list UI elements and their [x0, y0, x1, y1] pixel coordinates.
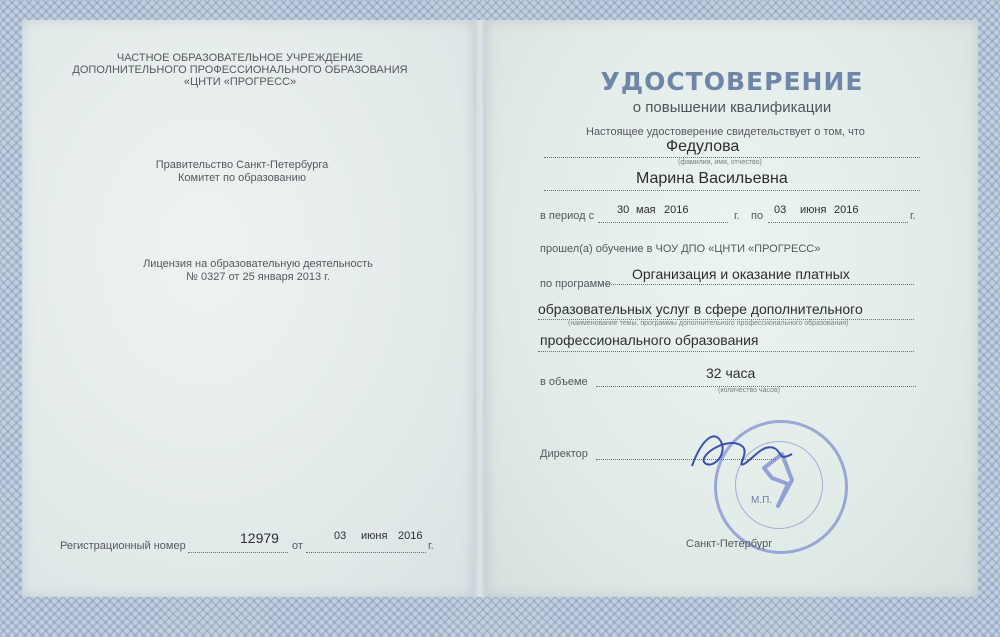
volume-label: в объеме	[540, 376, 588, 388]
period-from-line	[598, 222, 728, 223]
period-to-year: 2016	[834, 204, 859, 216]
registration-year-suffix: г.	[428, 540, 434, 552]
period-to-day: 03	[774, 204, 787, 216]
program-line-3-rule	[538, 351, 914, 352]
period-from-month: мая	[636, 204, 656, 216]
volume-value: 32 часа	[706, 365, 756, 381]
certificate-subtitle: о повышении квалификации	[632, 99, 832, 116]
page-fold	[474, 20, 486, 597]
registration-year: 2016	[398, 530, 423, 542]
given-names-line	[544, 190, 920, 191]
given-names: Марина Васильевна	[636, 170, 788, 187]
surname-caption: (фамилия, имя, отчество)	[678, 159, 762, 166]
volume-caption: (количество часов)	[718, 387, 780, 394]
director-label: Директор	[540, 448, 588, 460]
registration-number: 12979	[240, 530, 279, 546]
surname-line	[544, 157, 920, 158]
program-caption: (наименование темы, программы дополнительного профессионального образования)	[568, 320, 849, 327]
left-page	[22, 20, 474, 597]
license-line-2: № 0327 от 25 января 2013 г.	[186, 271, 330, 283]
certificate-title: УДОСТОВЕРЕНИЕ	[600, 67, 864, 96]
registration-month: июня	[361, 530, 388, 542]
seal-label: М.П.	[751, 495, 773, 506]
period-to-line	[768, 222, 908, 223]
trained-text: прошел(а) обучение в ЧОУ ДПО «ЦНТИ «ПРОГРЕСС»	[540, 243, 821, 255]
surname: Федулова	[666, 138, 740, 155]
registration-label: Регистрационный номер	[60, 540, 186, 552]
government-line-1: Правительство Санкт-Петербурга	[155, 159, 329, 171]
period-to-label: по	[751, 210, 764, 222]
registration-number-line	[188, 552, 288, 553]
government-line-2: Комитет по образованию	[178, 172, 306, 184]
registration-from-label: от	[292, 540, 303, 552]
program-label: по программе	[540, 278, 611, 290]
period-label: в период с	[540, 210, 595, 222]
registration-date-line	[306, 552, 426, 553]
program-line-2: образовательных услуг в сфере дополнительного	[538, 301, 863, 317]
period-from-year: 2016	[664, 204, 689, 216]
period-from-day: 30	[617, 204, 630, 216]
city: Санкт-Петербург	[686, 538, 773, 550]
institution-line-3: «ЦНТИ «ПРОГРЕСС»	[183, 76, 297, 88]
program-line-1: Организация и оказание платных	[632, 266, 850, 282]
period-g2: г.	[910, 210, 916, 222]
director-signature	[682, 418, 802, 488]
program-line-3: профессионального образования	[540, 332, 759, 348]
registration-day: 03	[334, 530, 347, 542]
institution-line-2: ДОПОЛНИТЕЛЬНОГО ПРОФЕССИОНАЛЬНОГО ОБРАЗОВАНИЯ	[72, 64, 408, 76]
license-line-1: Лицензия на образовательную деятельность	[143, 258, 373, 270]
institution-line-1: ЧАСТНОЕ ОБРАЗОВАТЕЛЬНОЕ УЧРЕЖДЕНИЕ	[116, 52, 364, 64]
right-page	[486, 20, 978, 597]
program-line-1-rule	[602, 284, 914, 285]
certifies-text: Настоящее удостоверение свидетельствует о том, что	[586, 126, 865, 138]
period-to-month: июня	[800, 204, 827, 216]
period-g1: г.	[734, 210, 740, 222]
